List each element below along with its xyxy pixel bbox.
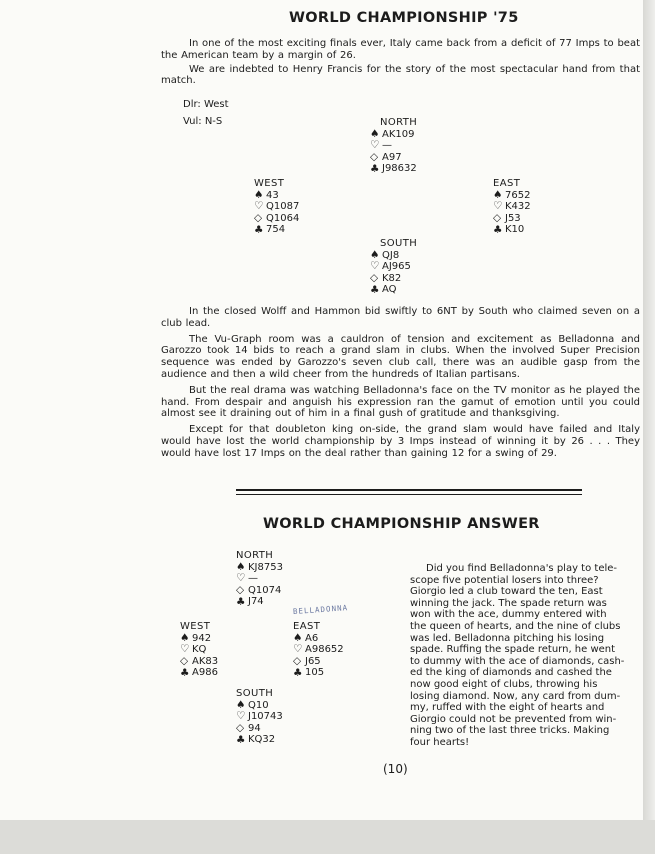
diamonds-holding: K82 — [382, 272, 402, 284]
diamonds-holding: AK83 — [192, 655, 219, 667]
diamonds-holding: Q1074 — [248, 584, 282, 596]
answer-hand-west — [180, 621, 218, 679]
answer-hand-east — [293, 621, 344, 679]
hand-south — [370, 238, 417, 296]
hand-label: NORTH — [380, 117, 418, 128]
spade-icon: ♠ — [254, 188, 264, 201]
spade-icon: ♠ — [293, 631, 303, 644]
answer-line: to dummy with the ace of diamonds, cash- — [410, 655, 625, 667]
clubs-holding: AQ — [382, 284, 397, 296]
club-icon: ♣ — [254, 223, 264, 236]
hand-label: SOUTH — [380, 238, 418, 249]
hearts-holding: A98652 — [305, 644, 344, 656]
clubs-holding: J74 — [248, 596, 264, 608]
hand-west — [254, 178, 299, 236]
hearts-holding: Q1087 — [266, 201, 300, 213]
hearts-holding: J10743 — [248, 711, 283, 723]
story-text — [161, 306, 640, 460]
hand-north — [370, 117, 417, 175]
hearts-holding: KQ — [192, 644, 207, 656]
spades-holding: QJ8 — [382, 249, 400, 261]
diamonds-holding: Q1064 — [266, 212, 300, 224]
intro-paragraph-2: We are indebted to Henry Francis for the story of the most spectacular hand from that match. — [161, 63, 640, 87]
hearts-holding: K432 — [505, 201, 531, 213]
answer-line: four hearts! — [410, 736, 470, 748]
diamond-icon: ◇ — [293, 655, 302, 668]
page-number: (10) — [383, 762, 408, 776]
vulnerability-label: Vul: N-S — [183, 116, 223, 127]
answer-line: won with the ace, dummy entered with — [410, 609, 607, 621]
heart-icon: ♡ — [370, 260, 380, 273]
hearts-holding: — — [382, 140, 392, 152]
club-icon: ♣ — [493, 223, 503, 236]
answer-line: my, ruffed with the eight of hearts and — [410, 702, 605, 714]
diamond-icon: ◇ — [236, 584, 245, 597]
title-world-championship-answer: WORLD CHAMPIONSHIP ANSWER — [263, 516, 540, 532]
club-icon: ♣ — [236, 733, 246, 746]
diamond-icon: ◇ — [370, 272, 379, 285]
clubs-holding: A986 — [192, 667, 218, 679]
story-paragraph-1: In the closed Wolff and Hammon bid swiftly to 6NT by South who claimed seven on a club lead. — [161, 306, 640, 329]
diamonds-holding: J65 — [305, 655, 321, 667]
clubs-holding: J98632 — [382, 163, 417, 175]
diamonds-holding: A97 — [382, 151, 402, 163]
heart-icon: ♡ — [254, 200, 264, 213]
divider-thin — [236, 494, 582, 495]
spades-holding: 43 — [266, 189, 279, 201]
hand-label: NORTH — [236, 550, 274, 561]
answer-hand-north — [236, 550, 283, 608]
clubs-holding: K10 — [505, 224, 525, 236]
diamonds-holding: 94 — [248, 722, 261, 734]
diamond-icon: ◇ — [254, 212, 263, 225]
answer-line: was led. Belladonna pitching his losing — [410, 632, 605, 644]
clubs-holding: 105 — [305, 667, 325, 679]
club-icon: ♣ — [370, 162, 380, 175]
answer-line: ed the king of diamonds and cashed the — [410, 667, 612, 679]
answer-line: spade. Ruffing the spade return, he went — [410, 644, 616, 656]
answer-line: Did you find Belladonna's play to tele- — [426, 563, 618, 574]
dealer-label: Dlr: West — [183, 99, 229, 110]
diamond-icon: ◇ — [236, 722, 245, 735]
spades-holding: Q10 — [248, 699, 269, 711]
scanner-background — [0, 820, 655, 854]
answer-line: now good eight of clubs, throwing his — [410, 678, 598, 690]
heart-icon: ♡ — [370, 139, 380, 152]
story-paragraph-4: Except for that doubleton king on-side, the grand slam would have failed and Italy would have lost the world championship by 3 Imps instead of winning it by 26 . . . They would have lost 17 Imps on the deal rather than gaining 12 for a swing of 29. — [161, 424, 640, 459]
hand-label: WEST — [180, 621, 211, 632]
answer-line: ning two of the last three tricks. Making — [410, 725, 610, 737]
clubs-holding: KQ32 — [248, 734, 276, 746]
answer-text — [410, 563, 642, 749]
answer-line: scope five potential losers into three? — [410, 574, 599, 586]
spade-icon: ♠ — [370, 127, 380, 140]
club-icon: ♣ — [370, 283, 380, 296]
answer-line: Giorgio could not be prevented from win- — [410, 713, 617, 725]
story-paragraph-3: But the real drama was watching Belladonna's face on the TV monitor as he played the hand. From despair and anguish his expression ran the gamut of emotion until you could almost see it draining out of him in a final gush of gratitude and thanksgiving. — [161, 384, 640, 420]
spade-icon: ♠ — [180, 631, 190, 644]
hand-east — [493, 178, 531, 236]
hand-label: SOUTH — [236, 688, 274, 699]
club-icon: ♣ — [180, 666, 190, 679]
spade-icon: ♠ — [236, 560, 246, 573]
answer-line: losing diamond. Now, any card from dum- — [410, 690, 621, 702]
spades-holding: 942 — [192, 632, 212, 644]
intro-text — [161, 38, 640, 87]
page-edge-shadow — [643, 0, 655, 820]
answer-hand-south — [236, 688, 283, 746]
answer-line: Giorgio led a club toward the ten, East — [410, 586, 603, 598]
title-world-championship-75: WORLD CHAMPIONSHIP '75 — [289, 10, 519, 26]
hand-label: WEST — [254, 178, 285, 189]
spades-holding: KJ8753 — [248, 561, 283, 573]
answer-line: the queen of hearts, and the nine of clubs — [410, 620, 621, 632]
diamonds-holding: J53 — [505, 212, 521, 224]
diamond-icon: ◇ — [180, 655, 189, 668]
story-paragraph-2: The Vu-Graph room was a cauldron of tension and excitement as Belladonna and Garozzo took 14 bids to reach a grand slam in clubs. When the involved Super Precision sequence was ended by Garozzo's seven club call, there was an audible gasp from the audience and then a wild cheer from the hundreds of Italian partisans. — [161, 333, 640, 380]
diamond-icon: ◇ — [493, 212, 502, 225]
club-icon: ♣ — [236, 595, 246, 608]
heart-icon: ♡ — [293, 643, 303, 656]
spade-icon: ♠ — [236, 698, 246, 711]
heart-icon: ♡ — [180, 643, 190, 656]
spades-holding: 7652 — [505, 189, 531, 201]
clubs-holding: 754 — [266, 224, 286, 236]
intro-paragraph-1: In one of the most exciting finals ever, Italy came back from a deficit of 77 Imps to beat the American team by a margin of 26. — [161, 38, 640, 61]
hand-label: EAST — [493, 178, 521, 189]
diamond-icon: ◇ — [370, 151, 379, 164]
club-icon: ♣ — [293, 666, 303, 679]
pencil-annotation: BELLADONNA — [292, 603, 349, 616]
hand-label: EAST — [293, 621, 321, 632]
answer-line: winning the jack. The spade return was — [410, 597, 607, 609]
spades-holding: AK109 — [382, 128, 415, 140]
heart-icon: ♡ — [493, 200, 503, 213]
hearts-holding: — — [248, 573, 258, 585]
spades-holding: A6 — [305, 632, 319, 644]
divider-thick — [236, 489, 582, 491]
heart-icon: ♡ — [236, 572, 246, 585]
spade-icon: ♠ — [370, 248, 380, 261]
hearts-holding: AJ965 — [382, 261, 411, 273]
spade-icon: ♠ — [493, 188, 503, 201]
heart-icon: ♡ — [236, 710, 246, 723]
